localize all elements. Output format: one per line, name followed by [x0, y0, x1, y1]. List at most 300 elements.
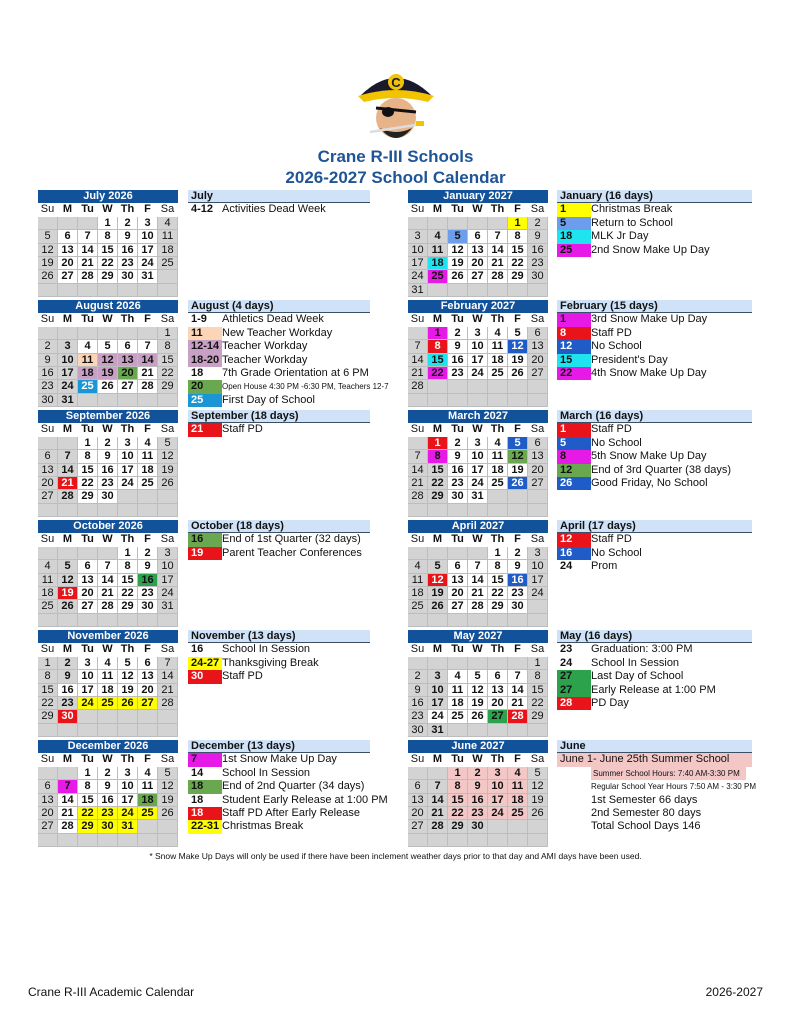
- day-cell[interactable]: 31: [468, 490, 488, 503]
- day-cell[interactable]: 12: [528, 780, 548, 793]
- day-cell[interactable]: 14: [98, 574, 118, 587]
- day-cell[interactable]: 20: [78, 587, 98, 600]
- day-cell[interactable]: 31: [58, 394, 78, 407]
- day-cell[interactable]: 27: [138, 697, 158, 710]
- day-cell[interactable]: 18: [78, 367, 98, 380]
- day-cell[interactable]: 7: [508, 670, 528, 683]
- day-cell[interactable]: 25: [138, 477, 158, 490]
- day-cell[interactable]: 25: [98, 697, 118, 710]
- day-cell[interactable]: 3: [468, 327, 488, 340]
- day-cell[interactable]: 6: [38, 780, 58, 793]
- day-cell[interactable]: 18: [488, 464, 508, 477]
- day-cell[interactable]: 28: [58, 490, 78, 503]
- day-cell[interactable]: 19: [508, 464, 528, 477]
- day-cell[interactable]: 1: [158, 327, 178, 340]
- day-cell[interactable]: 29: [508, 270, 528, 283]
- day-cell[interactable]: 3: [58, 340, 78, 353]
- day-cell[interactable]: 11: [158, 230, 178, 243]
- day-cell[interactable]: 17: [468, 464, 488, 477]
- day-cell[interactable]: 28: [468, 600, 488, 613]
- day-cell[interactable]: 11: [488, 340, 508, 353]
- day-cell[interactable]: 2: [468, 767, 488, 780]
- day-cell[interactable]: 18: [138, 794, 158, 807]
- day-cell[interactable]: 24: [468, 367, 488, 380]
- day-cell[interactable]: 11: [408, 574, 428, 587]
- day-cell[interactable]: 3: [528, 547, 548, 560]
- day-cell[interactable]: 28: [408, 380, 428, 393]
- day-cell[interactable]: 23: [408, 710, 428, 723]
- day-cell[interactable]: 13: [78, 574, 98, 587]
- day-cell[interactable]: 17: [118, 464, 138, 477]
- day-cell[interactable]: 10: [118, 780, 138, 793]
- day-cell[interactable]: 18: [508, 794, 528, 807]
- day-cell[interactable]: 26: [508, 477, 528, 490]
- day-cell[interactable]: 20: [468, 257, 488, 270]
- day-cell[interactable]: 7: [408, 340, 428, 353]
- day-cell[interactable]: 14: [488, 244, 508, 257]
- day-cell[interactable]: 24: [78, 697, 98, 710]
- day-cell[interactable]: 26: [508, 367, 528, 380]
- day-cell[interactable]: 8: [428, 450, 448, 463]
- day-cell[interactable]: 5: [98, 340, 118, 353]
- day-cell[interactable]: 23: [508, 587, 528, 600]
- day-cell[interactable]: 17: [158, 574, 178, 587]
- day-cell[interactable]: 5: [528, 767, 548, 780]
- day-cell[interactable]: 8: [98, 230, 118, 243]
- day-cell[interactable]: 30: [448, 490, 468, 503]
- day-cell[interactable]: 20: [448, 587, 468, 600]
- day-cell[interactable]: 3: [408, 230, 428, 243]
- day-cell[interactable]: 30: [118, 270, 138, 283]
- day-cell[interactable]: 22: [78, 477, 98, 490]
- day-cell[interactable]: 27: [528, 367, 548, 380]
- day-cell[interactable]: 18: [448, 697, 468, 710]
- day-cell[interactable]: 18: [408, 587, 428, 600]
- day-cell[interactable]: 2: [448, 437, 468, 450]
- day-cell[interactable]: 24: [58, 380, 78, 393]
- day-cell[interactable]: 6: [528, 327, 548, 340]
- day-cell[interactable]: 2: [448, 327, 468, 340]
- day-cell[interactable]: 12: [428, 574, 448, 587]
- day-cell[interactable]: 14: [428, 794, 448, 807]
- day-cell[interactable]: 21: [408, 367, 428, 380]
- day-cell[interactable]: 27: [528, 477, 548, 490]
- day-cell[interactable]: 21: [58, 477, 78, 490]
- day-cell[interactable]: 15: [448, 794, 468, 807]
- day-cell[interactable]: 31: [428, 724, 448, 737]
- day-cell[interactable]: 5: [38, 230, 58, 243]
- day-cell[interactable]: 22: [38, 697, 58, 710]
- day-cell[interactable]: 6: [448, 560, 468, 573]
- day-cell[interactable]: 24: [138, 257, 158, 270]
- day-cell[interactable]: 29: [118, 600, 138, 613]
- day-cell[interactable]: 10: [488, 780, 508, 793]
- day-cell[interactable]: 29: [38, 710, 58, 723]
- day-cell[interactable]: 5: [58, 560, 78, 573]
- day-cell[interactable]: 17: [528, 574, 548, 587]
- day-cell[interactable]: 17: [468, 354, 488, 367]
- day-cell[interactable]: 27: [78, 600, 98, 613]
- day-cell[interactable]: 21: [158, 684, 178, 697]
- day-cell[interactable]: 28: [78, 270, 98, 283]
- day-cell[interactable]: 10: [138, 230, 158, 243]
- day-cell[interactable]: 14: [508, 684, 528, 697]
- day-cell[interactable]: 11: [138, 450, 158, 463]
- day-cell[interactable]: 17: [118, 794, 138, 807]
- day-cell[interactable]: 28: [158, 697, 178, 710]
- day-cell[interactable]: 4: [488, 437, 508, 450]
- day-cell[interactable]: 15: [508, 244, 528, 257]
- day-cell[interactable]: 9: [98, 450, 118, 463]
- day-cell[interactable]: 22: [158, 367, 178, 380]
- day-cell[interactable]: 9: [508, 560, 528, 573]
- day-cell[interactable]: 30: [58, 710, 78, 723]
- day-cell[interactable]: 22: [488, 587, 508, 600]
- day-cell[interactable]: 3: [78, 657, 98, 670]
- day-cell[interactable]: 22: [428, 477, 448, 490]
- day-cell[interactable]: 9: [138, 560, 158, 573]
- day-cell[interactable]: 9: [58, 670, 78, 683]
- day-cell[interactable]: 17: [58, 367, 78, 380]
- day-cell[interactable]: 2: [98, 437, 118, 450]
- day-cell[interactable]: 18: [138, 464, 158, 477]
- day-cell[interactable]: 1: [38, 657, 58, 670]
- day-cell[interactable]: 19: [158, 794, 178, 807]
- day-cell[interactable]: 24: [528, 587, 548, 600]
- day-cell[interactable]: 24: [468, 477, 488, 490]
- day-cell[interactable]: 6: [408, 780, 428, 793]
- day-cell[interactable]: 20: [138, 684, 158, 697]
- day-cell[interactable]: 13: [38, 794, 58, 807]
- day-cell[interactable]: 15: [158, 354, 178, 367]
- day-cell[interactable]: 21: [408, 477, 428, 490]
- day-cell[interactable]: 23: [98, 807, 118, 820]
- day-cell[interactable]: 22: [528, 697, 548, 710]
- day-cell[interactable]: 28: [138, 380, 158, 393]
- day-cell[interactable]: 12: [508, 340, 528, 353]
- day-cell[interactable]: 4: [428, 230, 448, 243]
- day-cell[interactable]: 14: [408, 464, 428, 477]
- day-cell[interactable]: 23: [38, 380, 58, 393]
- day-cell[interactable]: 15: [78, 464, 98, 477]
- day-cell[interactable]: 14: [408, 354, 428, 367]
- day-cell[interactable]: 29: [528, 710, 548, 723]
- day-cell[interactable]: 3: [118, 437, 138, 450]
- day-cell[interactable]: 21: [488, 257, 508, 270]
- day-cell[interactable]: 16: [448, 464, 468, 477]
- day-cell[interactable]: 25: [158, 257, 178, 270]
- day-cell[interactable]: 25: [78, 380, 98, 393]
- day-cell[interactable]: 20: [58, 257, 78, 270]
- day-cell[interactable]: 30: [508, 600, 528, 613]
- day-cell[interactable]: 21: [508, 697, 528, 710]
- day-cell[interactable]: 15: [488, 574, 508, 587]
- day-cell[interactable]: 30: [528, 270, 548, 283]
- day-cell[interactable]: 27: [38, 490, 58, 503]
- day-cell[interactable]: 3: [118, 767, 138, 780]
- day-cell[interactable]: 16: [528, 244, 548, 257]
- day-cell[interactable]: 12: [58, 574, 78, 587]
- day-cell[interactable]: 4: [78, 340, 98, 353]
- day-cell[interactable]: 30: [468, 820, 488, 833]
- day-cell[interactable]: 18: [158, 244, 178, 257]
- day-cell[interactable]: 2: [138, 547, 158, 560]
- day-cell[interactable]: 16: [408, 697, 428, 710]
- day-cell[interactable]: 24: [408, 270, 428, 283]
- day-cell[interactable]: 7: [98, 560, 118, 573]
- day-cell[interactable]: 17: [488, 794, 508, 807]
- day-cell[interactable]: 16: [448, 354, 468, 367]
- day-cell[interactable]: 31: [138, 270, 158, 283]
- day-cell[interactable]: 15: [98, 244, 118, 257]
- day-cell[interactable]: 21: [58, 807, 78, 820]
- day-cell[interactable]: 19: [448, 257, 468, 270]
- day-cell[interactable]: 8: [78, 780, 98, 793]
- day-cell[interactable]: 6: [38, 450, 58, 463]
- day-cell[interactable]: 8: [528, 670, 548, 683]
- day-cell[interactable]: 6: [528, 437, 548, 450]
- day-cell[interactable]: 10: [408, 244, 428, 257]
- day-cell[interactable]: 10: [468, 340, 488, 353]
- day-cell[interactable]: 8: [448, 780, 468, 793]
- day-cell[interactable]: 21: [138, 367, 158, 380]
- day-cell[interactable]: 26: [528, 807, 548, 820]
- day-cell[interactable]: 21: [98, 587, 118, 600]
- day-cell[interactable]: 20: [38, 807, 58, 820]
- day-cell[interactable]: 2: [98, 767, 118, 780]
- day-cell[interactable]: 19: [158, 464, 178, 477]
- day-cell[interactable]: 13: [138, 670, 158, 683]
- day-cell[interactable]: 19: [118, 684, 138, 697]
- day-cell[interactable]: 17: [138, 244, 158, 257]
- day-cell[interactable]: 6: [118, 340, 138, 353]
- day-cell[interactable]: 2: [38, 340, 58, 353]
- day-cell[interactable]: 30: [408, 724, 428, 737]
- day-cell[interactable]: 18: [488, 354, 508, 367]
- day-cell[interactable]: 5: [428, 560, 448, 573]
- day-cell[interactable]: 7: [408, 450, 428, 463]
- day-cell[interactable]: 23: [58, 697, 78, 710]
- day-cell[interactable]: 8: [78, 450, 98, 463]
- day-cell[interactable]: 20: [118, 367, 138, 380]
- day-cell[interactable]: 19: [468, 697, 488, 710]
- day-cell[interactable]: 5: [448, 230, 468, 243]
- day-cell[interactable]: 27: [118, 380, 138, 393]
- day-cell[interactable]: 9: [528, 230, 548, 243]
- day-cell[interactable]: 22: [78, 807, 98, 820]
- day-cell[interactable]: 19: [528, 794, 548, 807]
- day-cell[interactable]: 26: [98, 380, 118, 393]
- day-cell[interactable]: 15: [38, 684, 58, 697]
- day-cell[interactable]: 10: [118, 450, 138, 463]
- day-cell[interactable]: 27: [408, 820, 428, 833]
- day-cell[interactable]: 11: [488, 450, 508, 463]
- day-cell[interactable]: 29: [448, 820, 468, 833]
- day-cell[interactable]: 3: [468, 437, 488, 450]
- day-cell[interactable]: 12: [158, 450, 178, 463]
- day-cell[interactable]: 26: [38, 270, 58, 283]
- day-cell[interactable]: 4: [408, 560, 428, 573]
- day-cell[interactable]: 13: [528, 340, 548, 353]
- day-cell[interactable]: 5: [468, 670, 488, 683]
- day-cell[interactable]: 15: [428, 464, 448, 477]
- day-cell[interactable]: 7: [468, 560, 488, 573]
- day-cell[interactable]: 4: [38, 560, 58, 573]
- day-cell[interactable]: 28: [98, 600, 118, 613]
- day-cell[interactable]: 2: [58, 657, 78, 670]
- day-cell[interactable]: 19: [428, 587, 448, 600]
- day-cell[interactable]: 20: [528, 354, 548, 367]
- day-cell[interactable]: 19: [58, 587, 78, 600]
- day-cell[interactable]: 23: [98, 477, 118, 490]
- day-cell[interactable]: 6: [468, 230, 488, 243]
- day-cell[interactable]: 4: [98, 657, 118, 670]
- day-cell[interactable]: 15: [428, 354, 448, 367]
- day-cell[interactable]: 1: [118, 547, 138, 560]
- day-cell[interactable]: 25: [508, 807, 528, 820]
- day-cell[interactable]: 25: [408, 600, 428, 613]
- day-cell[interactable]: 26: [58, 600, 78, 613]
- day-cell[interactable]: 23: [138, 587, 158, 600]
- day-cell[interactable]: 19: [508, 354, 528, 367]
- day-cell[interactable]: 25: [488, 367, 508, 380]
- day-cell[interactable]: 11: [78, 354, 98, 367]
- day-cell[interactable]: 2: [528, 217, 548, 230]
- day-cell[interactable]: 24: [158, 587, 178, 600]
- day-cell[interactable]: 13: [58, 244, 78, 257]
- day-cell[interactable]: 23: [448, 477, 468, 490]
- day-cell[interactable]: 26: [428, 600, 448, 613]
- day-cell[interactable]: 23: [528, 257, 548, 270]
- day-cell[interactable]: 11: [98, 670, 118, 683]
- day-cell[interactable]: 17: [408, 257, 428, 270]
- day-cell[interactable]: 12: [468, 684, 488, 697]
- day-cell[interactable]: 17: [78, 684, 98, 697]
- day-cell[interactable]: 16: [118, 244, 138, 257]
- day-cell[interactable]: 16: [58, 684, 78, 697]
- day-cell[interactable]: 1: [448, 767, 468, 780]
- day-cell[interactable]: 29: [488, 600, 508, 613]
- day-cell[interactable]: 11: [448, 684, 468, 697]
- day-cell[interactable]: 7: [58, 450, 78, 463]
- day-cell[interactable]: 3: [488, 767, 508, 780]
- day-cell[interactable]: 27: [38, 820, 58, 833]
- day-cell[interactable]: 12: [98, 354, 118, 367]
- day-cell[interactable]: 23: [118, 257, 138, 270]
- day-cell[interactable]: 10: [58, 354, 78, 367]
- day-cell[interactable]: 31: [408, 284, 428, 297]
- day-cell[interactable]: 6: [58, 230, 78, 243]
- day-cell[interactable]: 28: [508, 710, 528, 723]
- day-cell[interactable]: 18: [98, 684, 118, 697]
- day-cell[interactable]: 16: [98, 794, 118, 807]
- day-cell[interactable]: 22: [448, 807, 468, 820]
- day-cell[interactable]: 8: [118, 560, 138, 573]
- day-cell[interactable]: 31: [118, 820, 138, 833]
- day-cell[interactable]: 24: [428, 710, 448, 723]
- day-cell[interactable]: 13: [38, 464, 58, 477]
- day-cell[interactable]: 1: [78, 767, 98, 780]
- day-cell[interactable]: 8: [38, 670, 58, 683]
- day-cell[interactable]: 11: [38, 574, 58, 587]
- day-cell[interactable]: 2: [118, 217, 138, 230]
- day-cell[interactable]: 1: [508, 217, 528, 230]
- day-cell[interactable]: 29: [98, 270, 118, 283]
- day-cell[interactable]: 19: [38, 257, 58, 270]
- day-cell[interactable]: 25: [428, 270, 448, 283]
- day-cell[interactable]: 25: [38, 600, 58, 613]
- day-cell[interactable]: 16: [508, 574, 528, 587]
- day-cell[interactable]: 8: [488, 560, 508, 573]
- day-cell[interactable]: 28: [488, 270, 508, 283]
- day-cell[interactable]: 4: [508, 767, 528, 780]
- day-cell[interactable]: 15: [118, 574, 138, 587]
- day-cell[interactable]: 7: [428, 780, 448, 793]
- day-cell[interactable]: 12: [448, 244, 468, 257]
- day-cell[interactable]: 10: [528, 560, 548, 573]
- day-cell[interactable]: 13: [528, 450, 548, 463]
- day-cell[interactable]: 6: [488, 670, 508, 683]
- day-cell[interactable]: 2: [408, 670, 428, 683]
- day-cell[interactable]: 5: [158, 437, 178, 450]
- day-cell[interactable]: 23: [448, 367, 468, 380]
- day-cell[interactable]: 29: [158, 380, 178, 393]
- day-cell[interactable]: 16: [468, 794, 488, 807]
- day-cell[interactable]: 26: [118, 697, 138, 710]
- day-cell[interactable]: 11: [428, 244, 448, 257]
- day-cell[interactable]: 26: [158, 477, 178, 490]
- day-cell[interactable]: 10: [468, 450, 488, 463]
- day-cell[interactable]: 14: [138, 354, 158, 367]
- day-cell[interactable]: 26: [158, 807, 178, 820]
- day-cell[interactable]: 18: [428, 257, 448, 270]
- day-cell[interactable]: 24: [118, 807, 138, 820]
- day-cell[interactable]: 4: [138, 437, 158, 450]
- day-cell[interactable]: 27: [58, 270, 78, 283]
- day-cell[interactable]: 22: [98, 257, 118, 270]
- day-cell[interactable]: 2: [508, 547, 528, 560]
- day-cell[interactable]: 23: [468, 807, 488, 820]
- day-cell[interactable]: 7: [488, 230, 508, 243]
- day-cell[interactable]: 5: [508, 327, 528, 340]
- day-cell[interactable]: 10: [428, 684, 448, 697]
- day-cell[interactable]: 4: [158, 217, 178, 230]
- day-cell[interactable]: 20: [408, 807, 428, 820]
- day-cell[interactable]: 5: [158, 767, 178, 780]
- day-cell[interactable]: 22: [508, 257, 528, 270]
- day-cell[interactable]: 4: [488, 327, 508, 340]
- day-cell[interactable]: 1: [428, 437, 448, 450]
- day-cell[interactable]: 10: [78, 670, 98, 683]
- day-cell[interactable]: 28: [408, 490, 428, 503]
- day-cell[interactable]: 8: [508, 230, 528, 243]
- day-cell[interactable]: 1: [488, 547, 508, 560]
- day-cell[interactable]: 1: [428, 327, 448, 340]
- day-cell[interactable]: 30: [98, 490, 118, 503]
- day-cell[interactable]: 22: [118, 587, 138, 600]
- day-cell[interactable]: 20: [38, 477, 58, 490]
- day-cell[interactable]: 21: [468, 587, 488, 600]
- day-cell[interactable]: 13: [408, 794, 428, 807]
- day-cell[interactable]: 29: [78, 820, 98, 833]
- day-cell[interactable]: 29: [428, 490, 448, 503]
- day-cell[interactable]: 14: [78, 244, 98, 257]
- day-cell[interactable]: 3: [158, 547, 178, 560]
- day-cell[interactable]: 14: [58, 794, 78, 807]
- day-cell[interactable]: 24: [118, 477, 138, 490]
- day-cell[interactable]: 9: [448, 340, 468, 353]
- day-cell[interactable]: 3: [138, 217, 158, 230]
